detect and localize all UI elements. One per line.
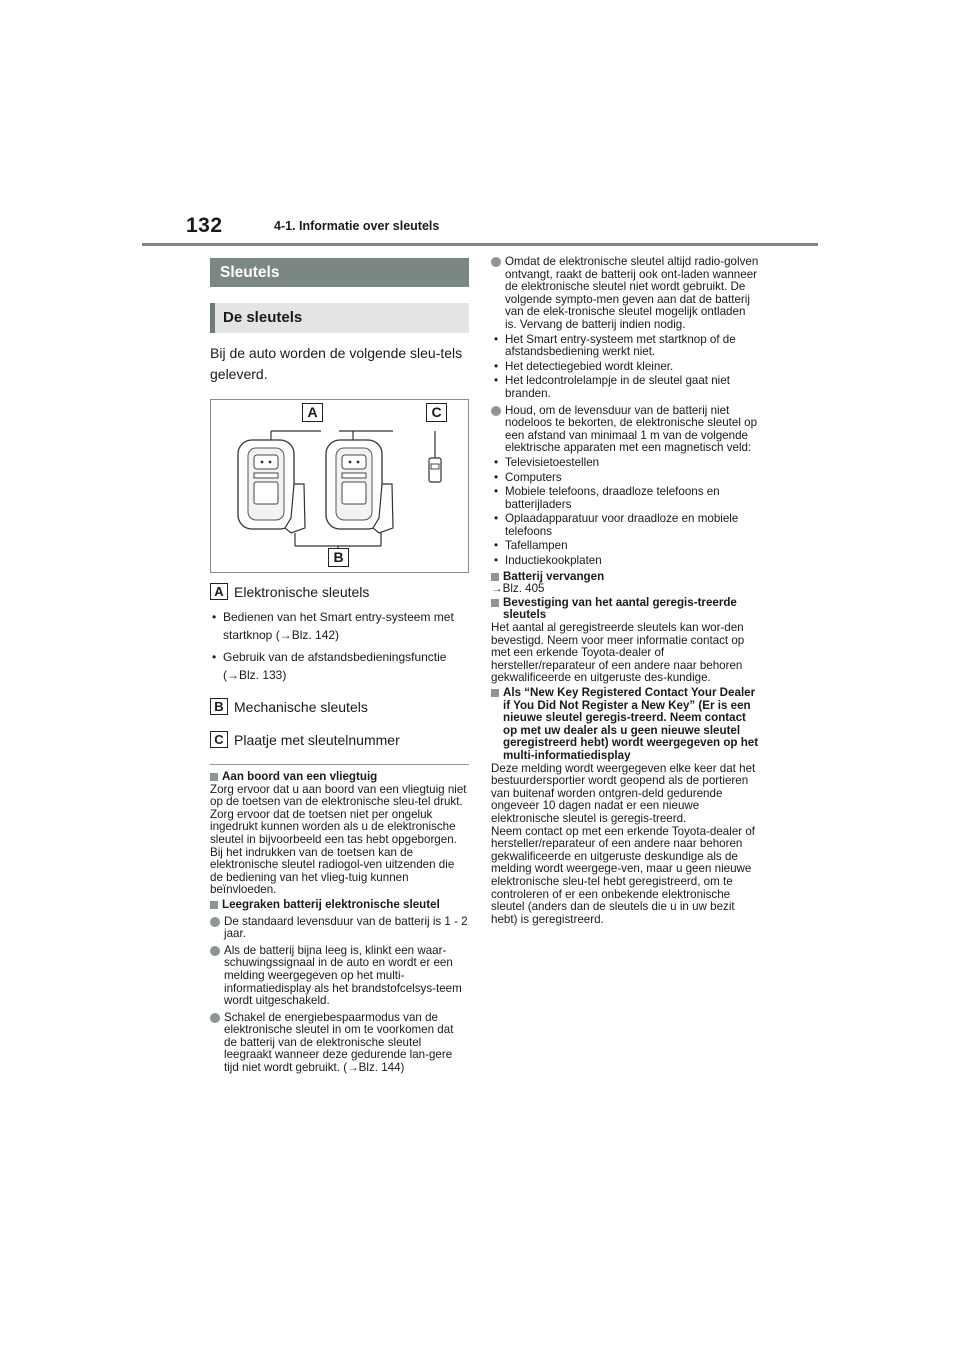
list-item: • Mobiele telefoons, draadloze telefoons en batterijladers xyxy=(491,486,759,511)
note-text-new-key-1: Deze melding wordt weergegeven elke keer dat het bestuurdersportier wordt geopend als de portieren van buitenaf worden ontgren-deld gedurende ongeveer 10 dagen nadat er een nieuwe elektronische sleutel is geregis-treerd. xyxy=(491,761,756,825)
legend-b xyxy=(210,698,469,715)
list-item: Als de batterij bijna leeg is, klinkt een waar-schuwingssignaal in de auto en wordt er een melding weergegeven op het multi-informatiedisplay als het brandstofcelsys-teem wordt uitgeschakeld. xyxy=(210,945,469,1008)
list-item: • Gebruik van de afstandsbedieningsfunctie (→Blz. 133) xyxy=(210,648,469,684)
list-item: • Televisietoestellen xyxy=(491,457,759,470)
legend-a-list xyxy=(210,608,469,684)
note-heading-batterij: Batterij vervangen xyxy=(491,571,759,584)
figure-label-a: A xyxy=(302,403,323,422)
list-item: • Oplaadapparatuur voor draadloze en mobiele telefoons xyxy=(491,513,759,538)
intro-text: Bij de auto worden de volgende sleu-tels geleverd. xyxy=(210,345,463,382)
keys-illustration xyxy=(211,400,468,572)
list-item: • Tafellampen xyxy=(491,540,759,553)
legend-a xyxy=(210,583,469,600)
figure-label-c: C xyxy=(426,403,447,422)
notes-divider xyxy=(210,764,469,765)
legend-text-a: Elektronische sleutels xyxy=(234,583,370,600)
keys-figure xyxy=(210,399,469,573)
list-item: • Het detectiegebied wordt kleiner. xyxy=(491,361,759,374)
note-heading-new-key: Als “New Key Registered Contact Your Dealer if You Did Not Register a New Key” (Er is een nieuwe sleutel geregis-treerd. Neem contact op met uw dealer als u geen nieuwe sleutel geregistreerd hebt) wordt weergegeven op het multi-informatiedisplay xyxy=(491,687,759,763)
note-heading-vliegtuig: Aan boord van een vliegtuig xyxy=(210,771,469,784)
note-heading-bevestiging: Bevestiging van het aantal geregis-treerde sleutels xyxy=(491,597,759,622)
list-item: • Computers xyxy=(491,472,759,485)
page-number: 132 xyxy=(186,214,223,237)
legend-c xyxy=(210,731,469,748)
list-item: • Het ledcontrolelampje in de sleutel gaat niet branden. xyxy=(491,375,759,400)
list-item: • Het Smart entry-systeem met startknop of de afstandsbediening werkt niet. xyxy=(491,334,759,359)
note-heading-leeg: Leegraken batterij elektronische sleutel xyxy=(210,899,469,912)
note-text-new-key-2: Neem contact op met een erkende Toyota-dealer of hersteller/reparateur of een andere naar behoren gekwalificeerde en uitgeruste deskundige als de melding wordt weergege-ven, maar u geen nieuwe elektronische sleu-tel hebt geregistreerd, om te controleren of er een onbekende elektronische sleutel (anders dan de sleutels die u in uw bezit hebt) is geregistreerd. xyxy=(491,824,756,926)
left-column xyxy=(210,258,469,1075)
notes-block xyxy=(210,771,469,1075)
list-item: • Bedienen van het Smart entry-systeem met startknop (→Blz. 142) xyxy=(210,608,469,644)
header-rule xyxy=(142,243,818,246)
note-text-bevestiging: Het aantal al geregistreerde sleutels kan wor-den bevestigd. Neem voor meer informatie contact op met een erkende Toyota-dealer of hersteller/reparateur of een andere naar behoren gekwalificeerde en uitgeruste des-kundige. xyxy=(491,621,745,685)
figure-label-b: B xyxy=(328,548,349,567)
list-item: Schakel de energiebespaarmodus van de elektronische sleutel in om te voorkomen dat de batterij van de elektronische sleutel leegraakt wanneer deze gedurende lan-gere tijd niet wordt gebruikt. (→Blz. 144) xyxy=(210,1012,469,1075)
note-text-vliegtuig: Zorg ervoor dat u aan boord van een vliegtuig niet op de toetsen van de elektronische sleu-tel drukt. Zorg ervoor dat de toetsen niet per ongeluk ingedrukt kunnen worden als u de elektronische sleutel in bijvoorbeeld een tas hebt opgeborgen. Bij het indrukken van de toetsen kan de elektronische sleutel radiogol-ven uitzenden die de bediening van het vlieg-tuig kunnen beïnvloeden. xyxy=(210,782,467,897)
section-title: 4-1. Informatie over sleutels xyxy=(274,219,440,233)
main-heading: Sleutels xyxy=(210,258,469,287)
legend-letter-a: A xyxy=(210,583,228,600)
right-column xyxy=(491,256,759,926)
legend-text-b: Mechanische sleutels xyxy=(234,698,368,715)
note-text-batterij: →Blz. 405 xyxy=(491,582,545,596)
legend-letter-c: C xyxy=(210,731,228,748)
list-item: • Inductiekookplaten xyxy=(491,555,759,568)
legend-letter-b: B xyxy=(210,698,228,715)
list-item: De standaard levensduur van de batterij is 1 - 2 jaar. xyxy=(210,916,469,941)
sub-heading: De sleutels xyxy=(210,303,469,333)
legend-text-c: Plaatje met sleutelnummer xyxy=(234,731,400,748)
list-item: Houd, om de levensduur van de batterij niet nodeloos te bekorten, de elektronische sleutel op een afstand van minimaal 1 m van de volgende elektrische apparaten met een magnetisch veld: xyxy=(491,405,759,455)
list-item: Omdat de elektronische sleutel altijd radio-golven ontvangt, raakt de batterij ook ont-laden wanneer de elektronische sleutel niet wordt gebruikt. De volgende sympto-men geven aan dat de batterij van de elek-tronische sleutel mogelijk ontladen is. Vervang de batterij indien nodig. xyxy=(491,256,759,332)
